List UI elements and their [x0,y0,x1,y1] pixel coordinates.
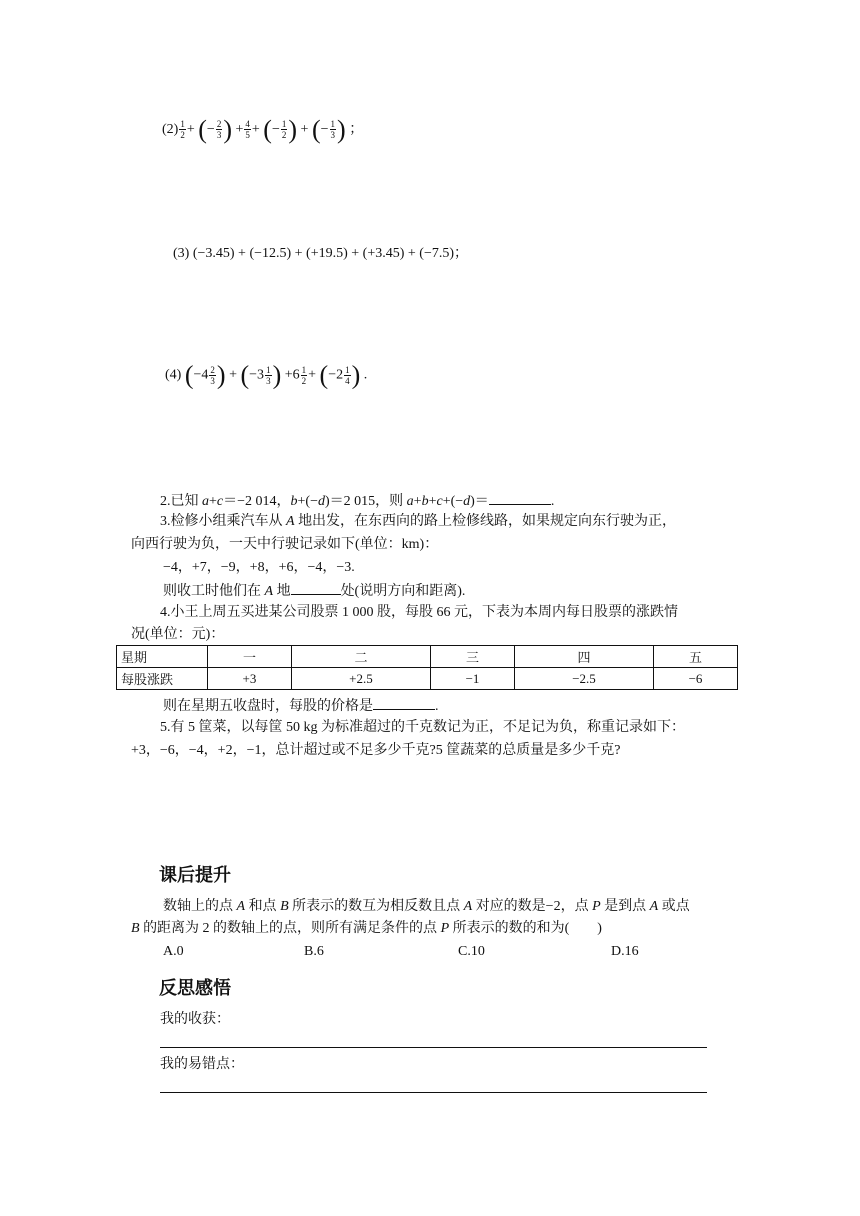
fraction: $\frac{2}{3}$ [210,365,215,386]
problem-3: (3) (−3.45) + (−12.5) + (+19.5) + (+3.45) + (−7.5)； [173,246,469,261]
table-row [117,646,738,668]
question-4-answer: 则在星期五收盘时，每股的价格是 . [163,695,439,717]
table-cell: 四 [514,646,653,668]
table-cell: 五 [654,646,738,668]
question-3-line-1: 3.检修小组乘汽车从 A 地出发，在东西向的路上检修线路，如果规定向东行驶为正， [160,514,677,529]
table-row [117,668,738,690]
fraction: $\frac{1}{2}$ [301,365,307,386]
question-4-line-1: 4.小王上周五买进某公司股票 1 000 股，每股 66 元，下表为本周内每日股票的涨跌情 [160,605,678,620]
option-a[interactable]: A.0 [163,944,184,959]
table-cell: 三 [431,646,515,668]
table-cell: −6 [654,668,738,690]
answer-blank[interactable] [291,580,341,595]
question-5-line-2: +3，−6，−4，+2，−1，总计超过或不足多少千克?5 筐蔬菜的总质量是多少千克? [131,743,621,758]
answer-blank[interactable] [489,490,551,505]
fraction: $\frac{1}{2}$ [180,119,185,141]
after-class-line-1: 数轴上的点 A 和点 B 所表示的数互为相反数且点 A 对应的数是−2，点 P 是到点 A 或点 [163,899,690,914]
question-3-line-2: 向西行驶为负，一天中行驶记录如下(单位：km)： [131,537,439,552]
gain-label: 我的收获： [160,1012,230,1027]
option-c[interactable]: C.10 [458,944,485,959]
table-cell: 二 [291,646,430,668]
question-3-line-3: −4，+7，−9，+8，+6，−4，−3. [163,560,355,575]
fraction: $\frac{1}{4}$ [345,365,350,386]
question-5-line-1: 5.有 5 筐菜，以每筐 50 kg 为标准超过的千克数记为正，不足记为负，称重记录如下： [160,720,685,735]
answer-blank[interactable] [373,695,435,710]
question-2: 2.已知 a+c＝−2 014，b+(−d)＝2 015，则 a+b+c+(−d)＝ . [160,490,554,512]
section-title-reflection: 反思感悟 [159,978,231,999]
question-4-line-2: 况(单位：元)： [131,627,225,642]
fraction: $\frac{4}{5}$ [245,119,250,141]
table-cell: 每股涨跌 [117,668,208,690]
stock-change-table [116,645,738,690]
gain-answer-line[interactable] [160,1047,707,1048]
table-cell: −1 [431,668,515,690]
table-cell: 星期 [117,646,208,668]
after-class-line-2: B 的距离为 2 的数轴上的点，则所有满足条件的点 P 所表示的数的和为( ) [131,921,602,936]
fraction: $\frac{1}{3}$ [266,365,271,386]
option-b[interactable]: B.6 [304,944,324,959]
table-cell: +3 [208,668,292,690]
option-d[interactable]: D.16 [611,944,639,959]
fraction: $\frac{1}{2}$ [281,119,287,141]
mistakes-label: 我的易错点： [160,1057,244,1072]
problem-2: (2) $\frac{1}{2}$ + (− $\frac{2}{3}$ ) + $\frac{4}{5}$ + (− $\frac{1}{2}$ ) + (− $\frac{1}{3}$ ) ； [162,114,364,144]
fraction: $\frac{2}{3}$ [216,119,222,141]
mistakes-answer-line[interactable] [160,1092,707,1093]
fraction: $\frac{1}{3}$ [330,119,336,141]
section-title-after-class: 课后提升 [159,865,231,886]
question-3-line-4: 则收工时他们在 A 地 处(说明方向和距离). [163,580,465,602]
table-cell: −2.5 [514,668,653,690]
table-cell: +2.5 [291,668,430,690]
table-cell: 一 [208,646,292,668]
problem-4: (4) (−4 $\frac{2}{3}$ ) + (−3 $\frac{1}{3}$ ) +6 $\frac{1}{2}$ + (−2 $\frac{1}{4}$ ) . [165,360,368,390]
